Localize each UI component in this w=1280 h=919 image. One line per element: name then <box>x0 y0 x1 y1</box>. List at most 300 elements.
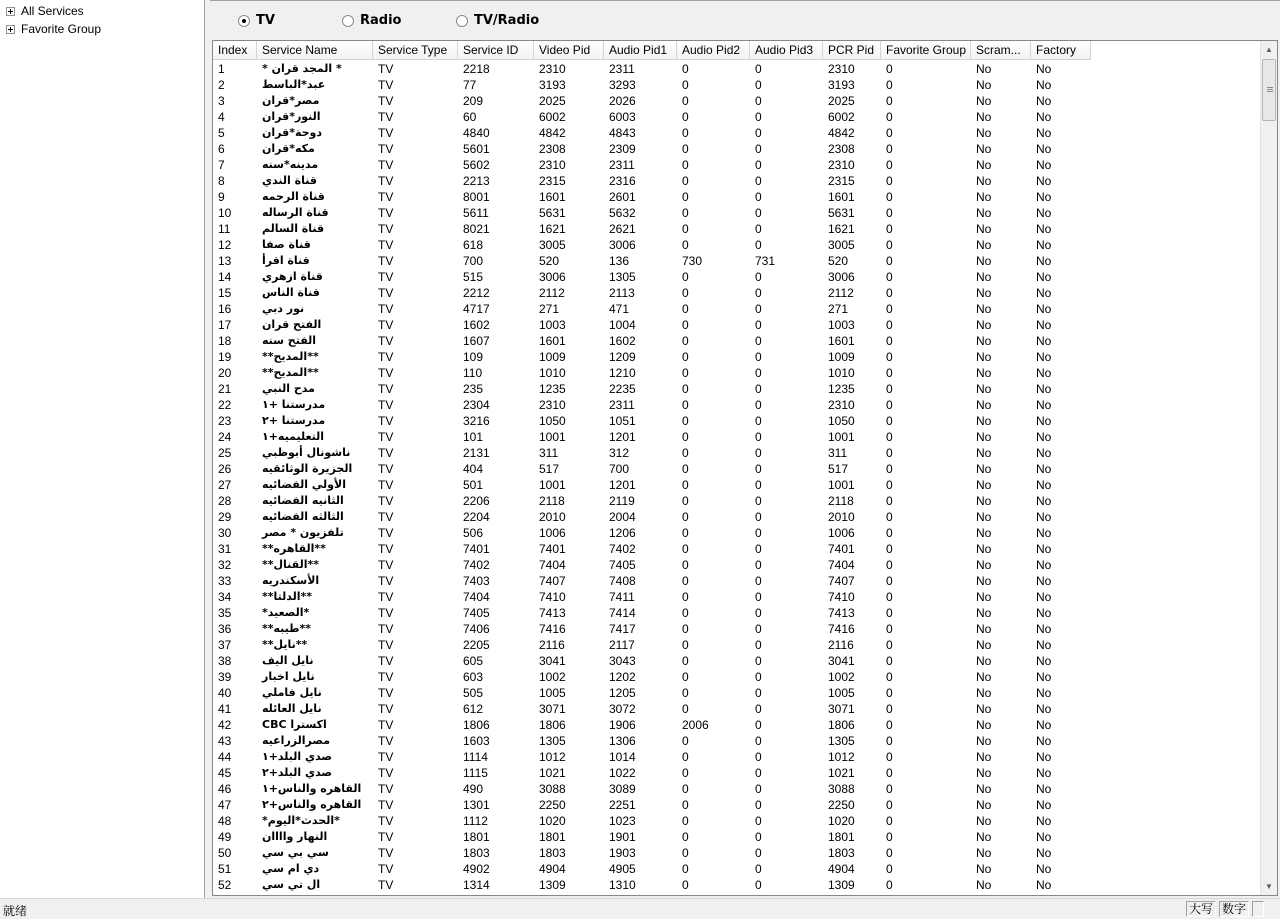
cell-service-name: **طيبه** <box>262 622 312 635</box>
cell-service-type: TV <box>378 158 394 172</box>
cell-audio-pid3: 0 <box>755 94 762 108</box>
cell-video-pid: 2250 <box>539 798 566 812</box>
cell-service-id: 490 <box>463 782 484 796</box>
cell-audio-pid2: 0 <box>682 126 689 140</box>
cell-audio-pid1: 2113 <box>609 286 635 300</box>
cell-factory: No <box>1036 382 1052 396</box>
cell-index: 12 <box>218 238 232 252</box>
table-row[interactable] <box>213 573 1261 589</box>
cell-service-id: 7405 <box>463 606 490 620</box>
radio-tv-radio[interactable] <box>456 13 539 28</box>
cell-audio-pid3: 0 <box>755 174 762 188</box>
cell-service-type: TV <box>378 622 394 636</box>
cell-service-id: 7404 <box>463 590 490 604</box>
cell-audio-pid1: 6003 <box>609 110 636 124</box>
table-row[interactable] <box>213 205 1261 221</box>
cell-audio-pid1: 2311 <box>609 62 635 76</box>
cell-audio-pid2: 0 <box>682 334 689 348</box>
table-row[interactable] <box>213 557 1261 573</box>
cell-audio-pid2: 0 <box>682 798 689 812</box>
cell-scrambled: No <box>976 478 992 492</box>
table-row[interactable] <box>213 509 1261 525</box>
table-row[interactable] <box>213 877 1261 893</box>
cell-service-type: TV <box>378 238 394 252</box>
cell-factory: No <box>1036 302 1052 316</box>
cell-scrambled: No <box>976 318 992 332</box>
radio-tv[interactable] <box>238 13 275 28</box>
cell-scrambled: No <box>976 270 992 284</box>
cell-index: 29 <box>218 510 232 524</box>
expand-icon[interactable] <box>6 25 15 34</box>
cell-audio-pid2: 0 <box>682 190 689 204</box>
column-header-pcr-pid[interactable]: PCR Pid <box>823 41 881 60</box>
cell-audio-pid2: 0 <box>682 558 689 572</box>
cell-service-type: TV <box>378 542 394 556</box>
cell-service-id: 1801 <box>463 830 490 844</box>
cell-video-pid: 3193 <box>539 78 566 92</box>
cell-audio-pid3: 0 <box>755 766 762 780</box>
table-row[interactable] <box>213 653 1261 669</box>
table-row[interactable] <box>213 813 1261 829</box>
cell-video-pid: 1006 <box>539 526 566 540</box>
table-row[interactable] <box>213 157 1261 173</box>
cell-index: 52 <box>218 878 232 892</box>
cell-service-id: 2304 <box>463 398 490 412</box>
cell-video-pid: 1002 <box>539 670 566 684</box>
cell-audio-pid1: 3072 <box>609 702 636 716</box>
cell-factory: No <box>1036 686 1052 700</box>
cell-factory: No <box>1036 398 1052 412</box>
cell-index: 36 <box>218 622 232 636</box>
cell-service-name: التعليميه+١ <box>262 430 325 443</box>
column-header-index[interactable]: Index <box>213 41 257 60</box>
table-row[interactable] <box>213 477 1261 493</box>
column-header-favorite-group[interactable]: Favorite Group <box>881 41 971 60</box>
cell-index: 6 <box>218 142 225 156</box>
cell-service-id: 2218 <box>463 62 490 76</box>
cell-service-name: قناة الندي <box>262 174 317 187</box>
cell-pcr-pid: 1010 <box>828 366 855 380</box>
cell-factory: No <box>1036 750 1052 764</box>
column-header-audio-pid1[interactable]: Audio Pid1 <box>604 41 677 60</box>
column-header-service-id[interactable]: Service ID <box>458 41 534 60</box>
cell-favorite-group: 0 <box>886 862 893 876</box>
cell-video-pid: 1806 <box>539 718 566 732</box>
table-row[interactable] <box>213 109 1261 125</box>
cell-factory: No <box>1036 718 1052 732</box>
table-row[interactable] <box>213 285 1261 301</box>
num-indicator: 数字 <box>1219 901 1249 917</box>
cell-audio-pid3: 0 <box>755 334 762 348</box>
table-row[interactable] <box>213 397 1261 413</box>
cell-service-id: 7403 <box>463 574 490 588</box>
cell-audio-pid3: 0 <box>755 734 762 748</box>
cell-audio-pid1: 1022 <box>609 766 636 780</box>
cell-factory: No <box>1036 270 1052 284</box>
cell-scrambled: No <box>976 190 992 204</box>
cell-audio-pid3: 0 <box>755 510 762 524</box>
cell-favorite-group: 0 <box>886 814 893 828</box>
grid-body[interactable] <box>213 61 1261 895</box>
cell-scrambled: No <box>976 446 992 460</box>
cell-favorite-group: 0 <box>886 798 893 812</box>
cell-audio-pid2: 0 <box>682 766 689 780</box>
cell-audio-pid3: 0 <box>755 158 762 172</box>
cell-index: 34 <box>218 590 232 604</box>
cell-scrambled: No <box>976 142 992 156</box>
cell-pcr-pid: 3006 <box>828 270 855 284</box>
cell-audio-pid2: 0 <box>682 446 689 460</box>
cell-audio-pid3: 0 <box>755 222 762 236</box>
scroll-thumb[interactable] <box>1262 59 1276 121</box>
cell-audio-pid3: 0 <box>755 750 762 764</box>
cell-video-pid: 1601 <box>539 334 566 348</box>
cell-audio-pid1: 2601 <box>609 190 636 204</box>
radio-label: TV <box>256 13 275 28</box>
table-row[interactable] <box>213 333 1261 349</box>
cell-audio-pid2: 0 <box>682 238 689 252</box>
cell-scrambled: No <box>976 462 992 476</box>
table-row[interactable] <box>213 781 1261 797</box>
cell-audio-pid2: 0 <box>682 734 689 748</box>
table-row[interactable] <box>213 445 1261 461</box>
cell-audio-pid2: 0 <box>682 590 689 604</box>
cell-index: 3 <box>218 94 225 108</box>
cell-service-type: TV <box>378 270 394 284</box>
cell-audio-pid3: 0 <box>755 270 762 284</box>
cell-video-pid: 1235 <box>539 382 566 396</box>
cell-audio-pid3: 0 <box>755 446 762 460</box>
table-row[interactable] <box>213 525 1261 541</box>
cell-video-pid: 271 <box>539 302 560 316</box>
tree-item-all-services[interactable] <box>6 2 84 20</box>
cell-audio-pid2: 0 <box>682 158 689 172</box>
table-row[interactable] <box>213 173 1261 189</box>
cell-scrambled: No <box>976 750 992 764</box>
cell-factory: No <box>1036 830 1052 844</box>
cell-video-pid: 1050 <box>539 414 566 428</box>
table-row[interactable] <box>213 141 1261 157</box>
cell-audio-pid2: 0 <box>682 782 689 796</box>
cell-scrambled: No <box>976 654 992 668</box>
cell-audio-pid2: 0 <box>682 286 689 300</box>
table-row[interactable] <box>213 749 1261 765</box>
cell-favorite-group: 0 <box>886 782 893 796</box>
cell-pcr-pid: 1309 <box>828 878 855 892</box>
cell-pcr-pid: 2112 <box>828 286 854 300</box>
column-header-audio-pid2[interactable]: Audio Pid2 <box>677 41 750 60</box>
scroll-down-icon[interactable]: ▼ <box>1261 878 1277 895</box>
table-row[interactable] <box>213 493 1261 509</box>
cell-pcr-pid: 7410 <box>828 590 855 604</box>
cell-factory: No <box>1036 878 1052 892</box>
cell-audio-pid2: 0 <box>682 462 689 476</box>
cell-service-id: 1602 <box>463 318 490 332</box>
cell-video-pid: 4904 <box>539 862 566 876</box>
cell-audio-pid1: 1305 <box>609 270 636 284</box>
cell-factory: No <box>1036 62 1052 76</box>
cell-factory: No <box>1036 430 1052 444</box>
table-row[interactable] <box>213 125 1261 141</box>
cell-audio-pid3: 0 <box>755 62 762 76</box>
cell-service-id: 501 <box>463 478 484 492</box>
cell-scrambled: No <box>976 782 992 796</box>
cell-scrambled: No <box>976 766 992 780</box>
table-row[interactable] <box>213 461 1261 477</box>
cell-audio-pid2: 0 <box>682 94 689 108</box>
cell-service-name: مدرستنا +١ <box>262 398 326 411</box>
cell-video-pid: 1601 <box>539 190 566 204</box>
cell-service-id: 7402 <box>463 558 490 572</box>
cell-scrambled: No <box>976 414 992 428</box>
cell-scrambled: No <box>976 398 992 412</box>
table-row[interactable] <box>213 429 1261 445</box>
cell-scrambled: No <box>976 558 992 572</box>
expand-icon[interactable] <box>6 7 15 16</box>
cell-factory: No <box>1036 158 1052 172</box>
table-row[interactable] <box>213 269 1261 285</box>
table-row[interactable] <box>213 637 1261 653</box>
cell-favorite-group: 0 <box>886 494 893 508</box>
cell-scrambled: No <box>976 590 992 604</box>
table-row[interactable] <box>213 77 1261 93</box>
table-row[interactable] <box>213 413 1261 429</box>
cell-service-type: TV <box>378 398 394 412</box>
table-row[interactable] <box>213 253 1261 269</box>
cell-video-pid: 7416 <box>539 622 566 636</box>
cell-pcr-pid: 2250 <box>828 798 855 812</box>
column-header-service-name[interactable]: Service Name <box>257 41 373 60</box>
table-row[interactable] <box>213 381 1261 397</box>
cell-service-id: 2131 <box>463 446 490 460</box>
cell-audio-pid2: 730 <box>682 254 703 268</box>
cell-index: 46 <box>218 782 232 796</box>
status-pane-empty <box>1252 901 1264 917</box>
services-grid[interactable] <box>212 40 1278 896</box>
cell-index: 37 <box>218 638 232 652</box>
radio-unchecked-icon[interactable] <box>342 15 354 27</box>
cell-service-id: 506 <box>463 526 484 540</box>
cell-service-type: TV <box>378 190 394 204</box>
cell-favorite-group: 0 <box>886 382 893 396</box>
cell-factory: No <box>1036 222 1052 236</box>
cell-index: 18 <box>218 334 232 348</box>
cell-service-type: TV <box>378 254 394 268</box>
cell-service-id: 77 <box>463 78 477 92</box>
cell-audio-pid1: 471 <box>609 302 630 316</box>
cell-favorite-group: 0 <box>886 622 893 636</box>
cell-service-type: TV <box>378 798 394 812</box>
cell-audio-pid1: 2235 <box>609 382 636 396</box>
cell-audio-pid1: 3293 <box>609 78 636 92</box>
table-row[interactable] <box>213 349 1261 365</box>
cell-pcr-pid: 2010 <box>828 510 855 524</box>
cell-factory: No <box>1036 846 1052 860</box>
cell-service-type: TV <box>378 94 394 108</box>
cell-service-type: TV <box>378 590 394 604</box>
cell-audio-pid3: 0 <box>755 478 762 492</box>
table-row[interactable] <box>213 301 1261 317</box>
cell-favorite-group: 0 <box>886 446 893 460</box>
cell-service-type: TV <box>378 286 394 300</box>
table-row[interactable] <box>213 829 1261 845</box>
table-row[interactable] <box>213 765 1261 781</box>
cell-video-pid: 1801 <box>539 830 566 844</box>
cell-factory: No <box>1036 638 1052 652</box>
cell-scrambled: No <box>976 174 992 188</box>
cell-service-name: الفتح سنه <box>262 334 317 347</box>
cell-audio-pid1: 1205 <box>609 686 636 700</box>
cell-video-pid: 7401 <box>539 542 566 556</box>
cell-video-pid: 1021 <box>539 766 566 780</box>
cell-index: 7 <box>218 158 225 172</box>
vertical-scrollbar[interactable] <box>1260 41 1277 895</box>
cell-factory: No <box>1036 238 1052 252</box>
table-row[interactable] <box>213 589 1261 605</box>
cell-favorite-group: 0 <box>886 174 893 188</box>
cell-scrambled: No <box>976 862 992 876</box>
cell-audio-pid3: 0 <box>755 814 762 828</box>
cell-favorite-group: 0 <box>886 686 893 700</box>
cell-pcr-pid: 3088 <box>828 782 855 796</box>
cell-index: 44 <box>218 750 232 764</box>
table-row[interactable] <box>213 861 1261 877</box>
cell-audio-pid2: 0 <box>682 862 689 876</box>
cell-pcr-pid: 311 <box>828 446 848 460</box>
radio-checked-icon[interactable] <box>238 15 250 27</box>
cell-pcr-pid: 1305 <box>828 734 855 748</box>
cell-factory: No <box>1036 590 1052 604</box>
cell-audio-pid3: 0 <box>755 110 762 124</box>
table-row[interactable] <box>213 541 1261 557</box>
cell-video-pid: 5631 <box>539 206 566 220</box>
cell-audio-pid3: 0 <box>755 830 762 844</box>
cell-pcr-pid: 1020 <box>828 814 855 828</box>
cell-video-pid: 3041 <box>539 654 566 668</box>
cell-index: 49 <box>218 830 232 844</box>
cell-service-id: 1803 <box>463 846 490 860</box>
cell-service-name: النور*قران <box>262 110 321 123</box>
cell-video-pid: 2025 <box>539 94 566 108</box>
cell-service-name: قناة السالم <box>262 222 325 235</box>
cell-service-name: *الصعيد* <box>262 606 310 619</box>
cell-service-type: TV <box>378 62 394 76</box>
cell-service-type: TV <box>378 382 394 396</box>
cell-index: 28 <box>218 494 232 508</box>
radio-label: Radio <box>360 13 402 28</box>
cell-index: 4 <box>218 110 225 124</box>
cell-service-type: TV <box>378 334 394 348</box>
table-row[interactable] <box>213 669 1261 685</box>
table-row[interactable] <box>213 717 1261 733</box>
scroll-up-icon[interactable]: ▲ <box>1261 41 1277 58</box>
cell-index: 48 <box>218 814 232 828</box>
cell-scrambled: No <box>976 222 992 236</box>
cell-favorite-group: 0 <box>886 670 893 684</box>
cell-audio-pid2: 0 <box>682 382 689 396</box>
table-row[interactable] <box>213 685 1261 701</box>
cell-scrambled: No <box>976 542 992 556</box>
table-row[interactable] <box>213 621 1261 637</box>
table-row[interactable] <box>213 701 1261 717</box>
cell-audio-pid1: 1306 <box>609 734 636 748</box>
cell-audio-pid1: 1901 <box>609 830 636 844</box>
table-row[interactable] <box>213 845 1261 861</box>
service-tree[interactable] <box>0 0 205 898</box>
table-row[interactable] <box>213 733 1261 749</box>
table-row[interactable] <box>213 365 1261 381</box>
table-row[interactable] <box>213 237 1261 253</box>
column-header-video-pid[interactable]: Video Pid <box>534 41 604 60</box>
cell-audio-pid3: 0 <box>755 574 762 588</box>
tree-item-favorite-group[interactable] <box>6 20 101 38</box>
cell-service-type: TV <box>378 142 394 156</box>
cell-index: 8 <box>218 174 225 188</box>
cell-pcr-pid: 1235 <box>828 382 855 396</box>
cell-service-type: TV <box>378 110 394 124</box>
cell-favorite-group: 0 <box>886 190 893 204</box>
cell-service-name: **المديح** <box>262 366 319 379</box>
column-header-audio-pid3[interactable]: Audio Pid3 <box>750 41 823 60</box>
cell-audio-pid1: 2004 <box>609 510 636 524</box>
cell-index: 14 <box>218 270 232 284</box>
cell-scrambled: No <box>976 350 992 364</box>
radio-unchecked-icon[interactable] <box>456 15 468 27</box>
cell-scrambled: No <box>976 718 992 732</box>
cell-video-pid: 1020 <box>539 814 566 828</box>
table-row[interactable] <box>213 61 1261 77</box>
cell-service-id: 60 <box>463 110 477 124</box>
cell-scrambled: No <box>976 638 992 652</box>
cell-service-id: 612 <box>463 702 484 716</box>
cell-video-pid: 1005 <box>539 686 566 700</box>
table-row[interactable] <box>213 221 1261 237</box>
cell-factory: No <box>1036 462 1052 476</box>
cell-service-type: TV <box>378 814 394 828</box>
cell-audio-pid2: 0 <box>682 350 689 364</box>
cell-audio-pid3: 0 <box>755 414 762 428</box>
table-row[interactable] <box>213 605 1261 621</box>
cell-favorite-group: 0 <box>886 702 893 716</box>
cell-service-name: صدي البلد+٢ <box>262 766 333 779</box>
cell-audio-pid1: 1906 <box>609 718 636 732</box>
cell-pcr-pid: 7404 <box>828 558 855 572</box>
cell-audio-pid1: 1023 <box>609 814 636 828</box>
column-header-factory[interactable]: Factory <box>1031 41 1091 60</box>
cell-audio-pid3: 0 <box>755 654 762 668</box>
column-header-service-type[interactable]: Service Type <box>373 41 458 60</box>
cell-service-name: **القنال** <box>262 558 319 571</box>
cell-factory: No <box>1036 126 1052 140</box>
cell-factory: No <box>1036 142 1052 156</box>
cell-pcr-pid: 7416 <box>828 622 855 636</box>
cell-service-type: TV <box>378 478 394 492</box>
table-row[interactable] <box>213 317 1261 333</box>
table-row[interactable] <box>213 93 1261 109</box>
radio-radio[interactable] <box>342 13 401 28</box>
cell-pcr-pid: 2118 <box>828 494 854 508</box>
cell-video-pid: 2310 <box>539 62 566 76</box>
cell-service-name: قناة الناس <box>262 286 320 299</box>
table-row[interactable] <box>213 189 1261 205</box>
cell-service-id: 1115 <box>463 766 488 780</box>
cell-video-pid: 2308 <box>539 142 566 156</box>
table-row[interactable] <box>213 797 1261 813</box>
cell-pcr-pid: 2310 <box>828 398 855 412</box>
cell-service-name: نايل اخبار <box>262 670 315 683</box>
cell-favorite-group: 0 <box>886 542 893 556</box>
column-header-scrambled[interactable]: Scram... <box>971 41 1031 60</box>
